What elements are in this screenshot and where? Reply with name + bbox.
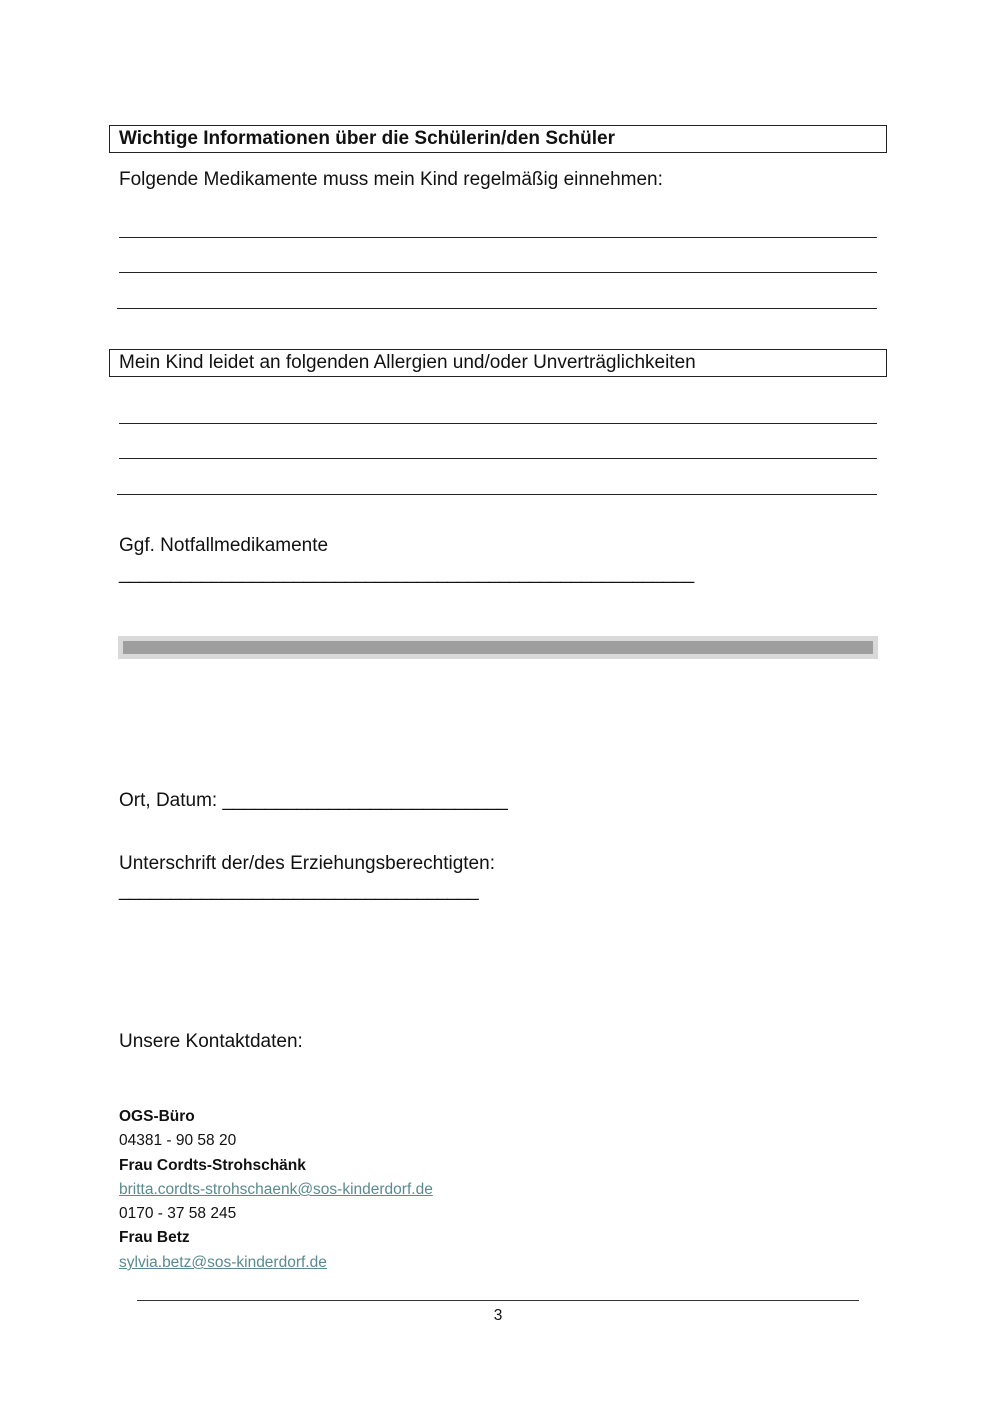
contact-heading: Unsere Kontaktdaten:	[119, 1031, 303, 1052]
emergency-medication-line[interactable]: ________________________________________________________	[119, 563, 694, 584]
office-phone: 04381 - 90 58 20	[119, 1132, 237, 1149]
contact-person-1-phone: 0170 - 37 58 245	[119, 1205, 237, 1222]
contact-person-1-email-link[interactable]: britta.cordts-strohschaenk@sos-kinderdorf.de	[119, 1181, 433, 1198]
guardian-signature-label: Unterschrift der/des Erziehungsberechtigten:	[119, 853, 495, 874]
medication-line-3[interactable]	[117, 308, 877, 309]
allergies-line-1[interactable]	[119, 423, 877, 424]
emergency-medication-label: Ggf. Notfallmedikamente	[119, 535, 329, 556]
guardian-signature-line[interactable]: ___________________________________	[119, 880, 479, 901]
contact-person-2-email-link[interactable]: sylvia.betz@sos-kinderdorf.de	[119, 1254, 327, 1271]
office-name: OGS-Büro	[119, 1108, 195, 1125]
allergies-line-3[interactable]	[117, 494, 877, 495]
separator-bar-outer	[118, 636, 878, 659]
footer-divider	[137, 1300, 859, 1301]
contact-person-1-name: Frau Cordts-Strohschänk	[119, 1157, 306, 1174]
medication-line-2[interactable]	[119, 272, 877, 273]
place-date-line[interactable]: ___________________________	[222, 790, 508, 811]
contact-person-2-name: Frau Betz	[119, 1229, 190, 1246]
place-date-field[interactable]	[119, 790, 508, 812]
student-info-heading: Wichtige Informationen über die Schülerin/den Schüler	[109, 125, 887, 153]
medication-prompt: Folgende Medikamente muss mein Kind regelmäßig einnehmen:	[119, 169, 663, 190]
allergies-heading: Mein Kind leidet an folgenden Allergien und/oder Unverträglichkeiten	[109, 349, 887, 377]
page-number: 3	[493, 1307, 503, 1324]
separator-bar-inner	[123, 641, 873, 654]
allergies-line-2[interactable]	[119, 458, 877, 459]
place-date-label: Ort, Datum:	[119, 790, 223, 811]
medication-line-1[interactable]	[119, 237, 877, 238]
